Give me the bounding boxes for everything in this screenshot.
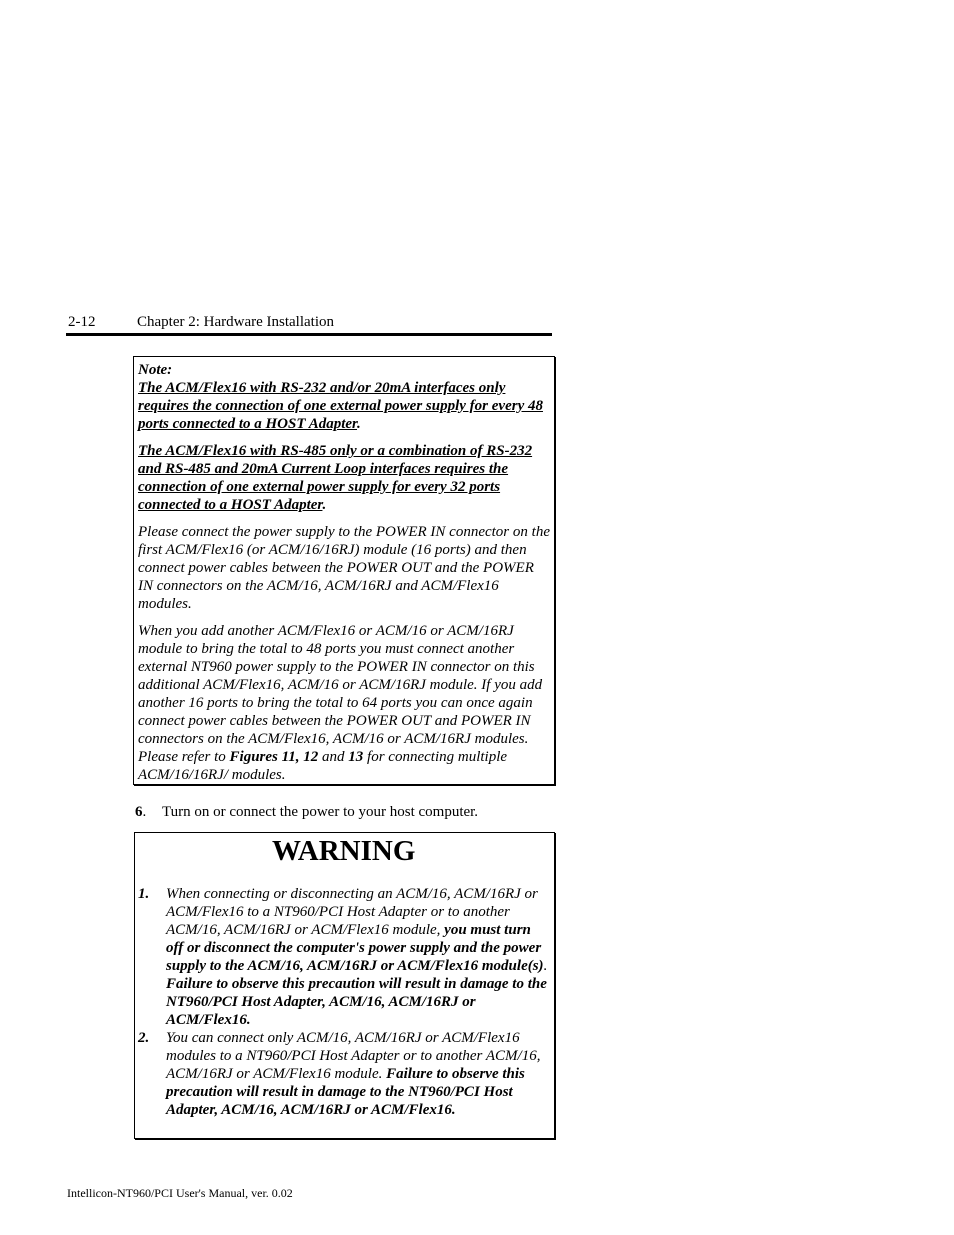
note-paragraph-1: The ACM/Flex16 with RS-232 and/or 20mA interfaces only requires the connection of one external power supply for every 48 ports connected to a HOST Adapter. — [138, 380, 543, 432]
note-paragraph-4: When you add another ACM/Flex16 or ACM/16 or ACM/16RJ module to bring the total to 48 ports you must connect another external NT960 power supply to the POWER IN connector on this additional ACM/Flex16, ACM/16 or ACM/16RJ module. If you add another 16 ports to bring the total to 64 ports you can once again connect power cables between the POWER OUT and POWER IN connectors on the ACM/Flex16, ACM/16 or ACM/16RJ modules. Please refer to Figures 11, 12 and 13 for connecting multiple ACM/16/16RJ/ modules. — [138, 623, 543, 783]
note-emphasis-2: The ACM/Flex16 with RS-485 only or a combination of RS-232 and RS-485 and 20mA Current Loop interfaces requires the connection of one external power supply for every 32 ports connected to a HOST Adapter — [138, 443, 533, 513]
figures-reference: Figures 11, 12 — [229, 749, 319, 765]
chapter-title: Chapter 2: Hardware Installation — [137, 314, 335, 330]
step-text: Turn on or connect the power to your host computer. — [162, 804, 479, 820]
header-rule — [66, 333, 552, 336]
note-box — [133, 356, 555, 785]
step-number: 6 — [135, 804, 143, 820]
step-6: 6. Turn on or connect the power to your host computer. — [135, 804, 479, 820]
page-footer: Intellicon-NT960/PCI User's Manual, ver. 0.02 — [67, 1186, 293, 1200]
warning-title: WARNING — [272, 835, 416, 867]
warning-item-1: 1. When connecting or disconnecting an ACM/16, ACM/16RJ or ACM/Flex16 to a NT960/PCI Host Adapter or to another ACM/16, ACM/16RJ or ACM/Flex16 module, you must turn off or disconnect the computer's power supply and the power supply to the ACM/16, ACM/16RJ or ACM/Flex16 module(s). Failure to observe this precaution will result in damage to the NT960/PCI Host Adapter, ACM/16, ACM/16RJ or ACM/Flex16. — [138, 886, 548, 1028]
page-number: 2-12 — [68, 314, 96, 330]
warning-item-number: 2. — [138, 1030, 150, 1046]
warning-item-number: 1. — [138, 886, 150, 902]
note-paragraph-3: Please connect the power supply to the POWER IN connector on the first ACM/Flex16 (or ACM/16/16RJ) module (16 ports) and then connect power cables between the POWER OUT and the POWER IN connectors on the ACM/16, ACM/16RJ and ACM/Flex16 modules. — [138, 524, 550, 612]
warning-item-2: 2. You can connect only ACM/16, ACM/16RJ or ACM/Flex16 modules to a NT960/PCI Host Adapter or to another ACM/16, ACM/16RJ or ACM/Flex16 module. Failure to observe this precaution will result in damage to the NT960/PCI Host Adapter, ACM/16, ACM/16RJ or ACM/Flex16. — [138, 1030, 541, 1118]
figure-13-reference: 13 — [348, 749, 364, 765]
note-emphasis-1: The ACM/Flex16 with RS-232 and/or 20mA interfaces only requires the connection of one external power supply for every 48 ports connected to a HOST Adapter — [138, 380, 543, 432]
note-label: Note: — [138, 362, 173, 378]
warning-list — [138, 885, 550, 1119]
note-paragraph-2: The ACM/Flex16 with RS-485 only or a combination of RS-232 and RS-485 and 20mA Current Loop interfaces requires the connection of one external power supply for every 32 ports connected to a HOST Adapter. — [138, 443, 533, 513]
warning-box — [134, 832, 555, 1139]
